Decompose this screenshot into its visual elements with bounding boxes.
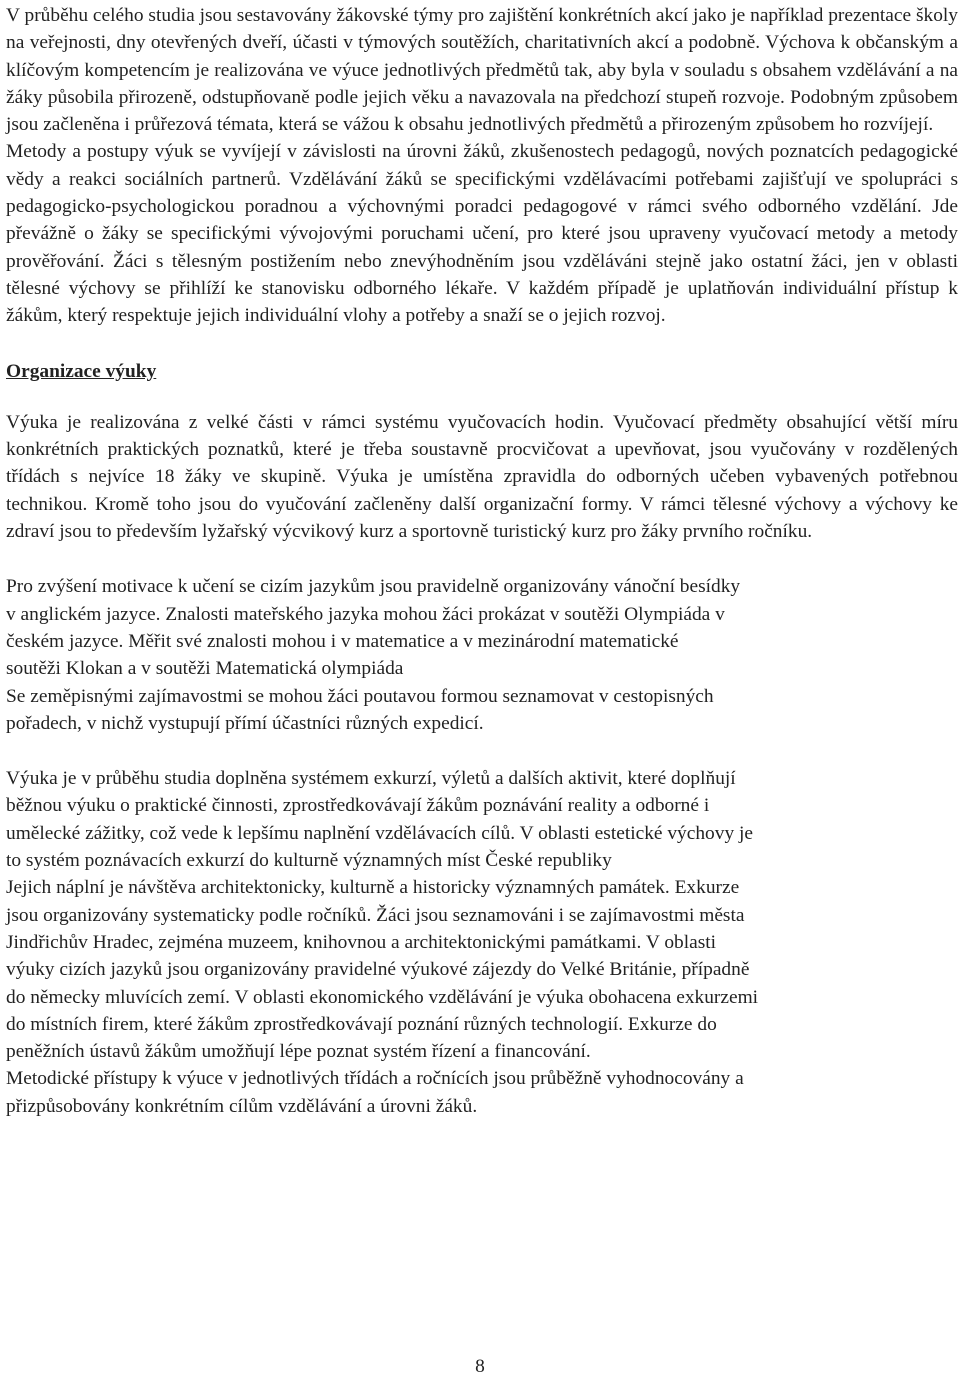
excursions-line: do německy mluvících zemí. V oblasti ekonomického vzdělávání je výuka obohacena exkurzemi bbox=[6, 986, 759, 1008]
excursions-line: peněžních ústavů žákům umožňují lépe poznat systém řízení a financování. bbox=[6, 1041, 591, 1063]
excursions-line: Jejich náplní je návštěva architektonicky, kulturně a historicky významných památek. Exkurze bbox=[6, 877, 740, 899]
excursions-block bbox=[6, 765, 958, 1120]
paragraph-teams-and-competencies: V průběhu celého studia jsou sestavovány žákovské týmy pro zajištění konkrétních akcí jako je například prezentace školy na veřejnosti, dny otevřených dveří, účasti v týmových soutěžích, charitativních akcí a podobně. Výchova k občanským a klíčovým kompetencím je realizována ve výuce jednotlivých předmětů tak, aby byla v souladu s obsahem vzdělávání a na žáky působila přirozeně, odstupňovaně podle jejich věku a navazovala na předchozí stupeň rozvoje. Podobným způsobem jsou začleněna i průřezová témata, která se vážou k obsahu jednotlivých předmětů a přirozeným způsobem ho rozvíjejí. bbox=[6, 5, 958, 136]
excursions-line: do místních firem, které žákům zprostředkovávají poznání různých technologií. Exkurze do bbox=[6, 1013, 717, 1035]
excursions-line: Metodické přístupy k výuce v jednotlivých třídách a ročnících jsou průběžně vyhodnocovány a bbox=[6, 1068, 744, 1090]
excursions-line: umělecké zážitky, což vede k lepšímu naplnění vzdělávacích cílů. V oblasti estetické výchovy je bbox=[6, 822, 753, 844]
motivation-line: českém jazyce. Měřit své znalosti mohou i v matematice a v mezinárodní matematické bbox=[6, 630, 679, 652]
motivation-line: Se zeměpisnými zajímavostmi se mohou žáci poutavou formou seznamovat v cestopisných bbox=[6, 685, 714, 707]
excursions-line: jsou organizovány systematicky podle ročníků. Žáci jsou seznamováni i se zajímavostmi města bbox=[6, 904, 745, 926]
page-number: 8 bbox=[475, 1356, 485, 1377]
paragraph-organization: Výuka je realizována z velké části v rámci systému vyučovacích hodin. Vyučovací předměty obsahující větší míru konkrétních praktických poznatků, které je třeba soustavně procvičovat a upevňovat, jsou vyučovány v rozdělených třídách s nejvíce 18 žáky ve skupině. Výuka je umístěna zpravidla do odborných učeben vybavených potřebnou technikou. Kromě toho jsou do vyučování začleněny další organizační formy. V rámci tělesné výchovy a výchovy ke zdraví jsou to především lyžařský výcvikový kurz a sportovně turistický kurz pro žáky prvního ročníku. bbox=[6, 411, 958, 543]
motivation-line: pořadech, v nichž vystupují přímí účastníci různých expedicí. bbox=[6, 712, 484, 734]
paragraph-methods-and-special-needs: Metody a postupy výuk se vyvíjejí v závislosti na úrovni žáků, zkušenostech pedagogů, nových poznatcích pedagogické vědy a reakci sociálních partnerů. Vzdělávání žáků se specifickými vzdělávacími potřebami zajišťují ve spolupráci s pedagogicko-psychologickou poradnou a výchovnými poradci pedagogové v rámci svého odborného vzdělání. Jde převážně o žáky se specifickými vývojovými poruchami učení, pro které jsou upraveny vyučovací metody a metody prověřování. Žáci s tělesným postižením nebo znevýhodněním jsou vzděláváni stejně jako ostatní žáci, jen v oblasti tělesné výchovy se přihlíží ke stanovisku odborného lékaře. V každém případě je uplatňován individuální přístup k žákům, který respektuje jejich individuální vlohy a potřeby a snaží se o jejich rozvoj. bbox=[6, 141, 958, 327]
motivation-line: Pro zvýšení motivace k učení se cizím jazykům jsou pravidelně organizovány vánoční besídky bbox=[6, 576, 741, 598]
excursions-line: běžnou výuku o praktické činnosti, zprostředkovávají žákům poznávání reality a odborné i bbox=[6, 795, 710, 817]
document-page bbox=[6, 2, 958, 1120]
motivation-block bbox=[6, 573, 958, 737]
motivation-line: soutěži Klokan a v soutěži Matematická olympiáda bbox=[6, 658, 404, 680]
excursions-line: přizpůsobovány konkrétním cílům vzdělávání a úrovni žáků. bbox=[6, 1095, 478, 1117]
excursions-line: výuky cizích jazyků jsou organizovány pravidelné výukové zájezdy do Velké Británie, případně bbox=[6, 959, 750, 981]
excursions-line: to systém poznávacích exkurzí do kulturně významných míst České republiky bbox=[6, 850, 612, 872]
excursions-line: Výuka je v průběhu studia doplněna systémem exkurzí, výletů a dalších aktivit, které doplňují bbox=[6, 768, 736, 790]
motivation-line: v anglickém jazyce. Znalosti mateřského jazyka mohou žáci prokázat v soutěži Olympiáda v bbox=[6, 603, 725, 625]
section-heading-organizace-vyuky: Organizace výuky bbox=[6, 360, 157, 382]
excursions-line: Jindřichův Hradec, zejména muzeem, knihovnou a architektonickými památkami. V oblasti bbox=[6, 931, 717, 953]
